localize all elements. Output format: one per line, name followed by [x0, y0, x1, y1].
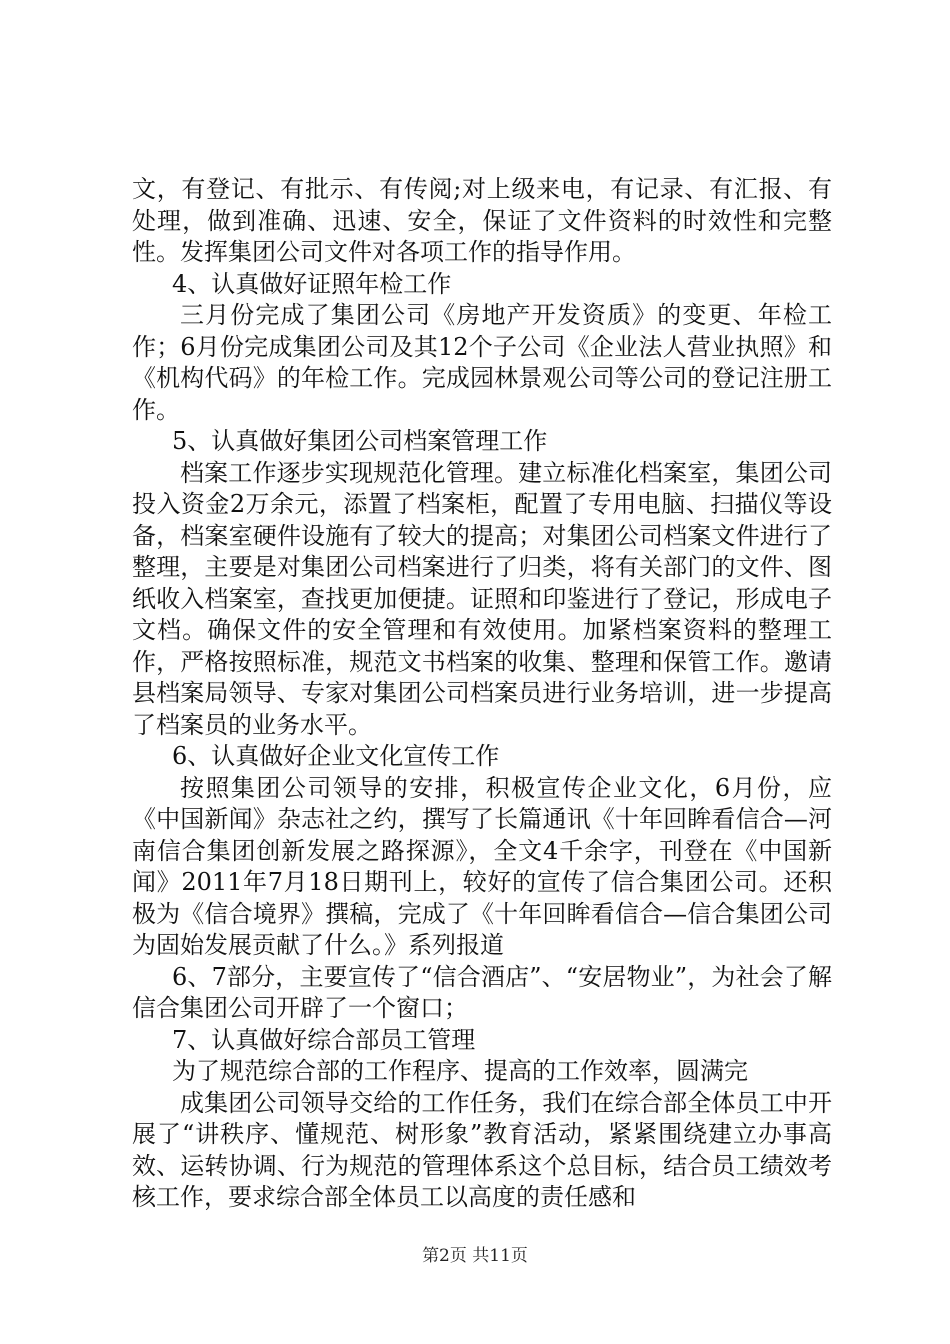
paragraph-staff-management-intro: 为了规范综合部的工作程序、提高的工作效率，圆满完	[172, 1057, 748, 1085]
section-heading-6: 6、认真做好企业文化宣传工作	[172, 742, 500, 770]
section-heading-5: 5、认真做好集团公司档案管理工作	[172, 427, 548, 455]
paragraph-license-inspection: 三月份完成了集团公司《房地产开发资质》的变更、年检工作；6月份完成集团公司及其12个子公司《企业法人营业执照》和《机构代码》的年检工作。完成园林景观公司等公司的登记注册工作。	[132, 301, 832, 424]
section-heading-7: 7、认真做好综合部员工管理	[172, 1025, 476, 1054]
section-heading-4: 4、认真做好证照年检工作	[172, 269, 452, 298]
paragraph-culture-promotion: 按照集团公司领导的安排，积极宣传企业文化，6月份，应《中国新闻》杂志社之约，撰写了长篇通讯《十年回眸看信合—河南信合集团创新发展之路探源》，全文4千余字，刊登在《中国新闻》2011年7月18日期刊上，较好的宣传了信合集团公司。还积极为《信合境界》撰稿，完成了《十年回眸看信合—信合集团公司为固始发展贡献了什么。》系列报道	[132, 773, 832, 959]
page-number-footer: 第2页 共11页	[422, 1246, 528, 1266]
paragraph-staff-management: 成集团公司领导交给的工作任务，我们在综合部全体员工中开展了“讲秩序、懂规范、树形象”教育活动，紧紧围绕建立办事高效、运转协调、行为规范的管理体系这个总目标，结合员工绩效考核工作，要求综合部全体员工以高度的责任感和	[132, 1088, 832, 1211]
paragraph-report-parts: 6、7部分，主要宣传了“信合酒店”、“安居物业”，为社会了解信合集团公司开辟了一个窗口；	[132, 962, 832, 1022]
paragraph-archive-management: 档案工作逐步实现规范化管理。建立标准化档案室，集团公司投入资金2万余元，添置了档案柜，配置了专用电脑、扫描仪等设备，档案室硬件设施有了较大的提高；对集团公司档案文件进行了整理，主要是对集团公司档案进行了归类，将有关部门的文件、图纸收入档案室，查找更加便捷。证照和印鉴进行了登记，形成电子文档。确保文件的安全管理和有效使用。加紧档案资料的整理工作，严格按照标准，规范文书档案的收集、整理和保管工作。邀请县档案局领导、专家对集团公司档案员进行业务培训，进一步提高了档案员的业务水平。	[132, 458, 832, 739]
paragraph-continued: 文，有登记、有批示、有传阅;对上级来电，有记录、有汇报、有处理，做到准确、迅速、安全，保证了文件资料的时效性和完整性。发挥集团公司文件对各项工作的指导作用。	[132, 175, 832, 266]
document-body	[132, 174, 832, 1214]
